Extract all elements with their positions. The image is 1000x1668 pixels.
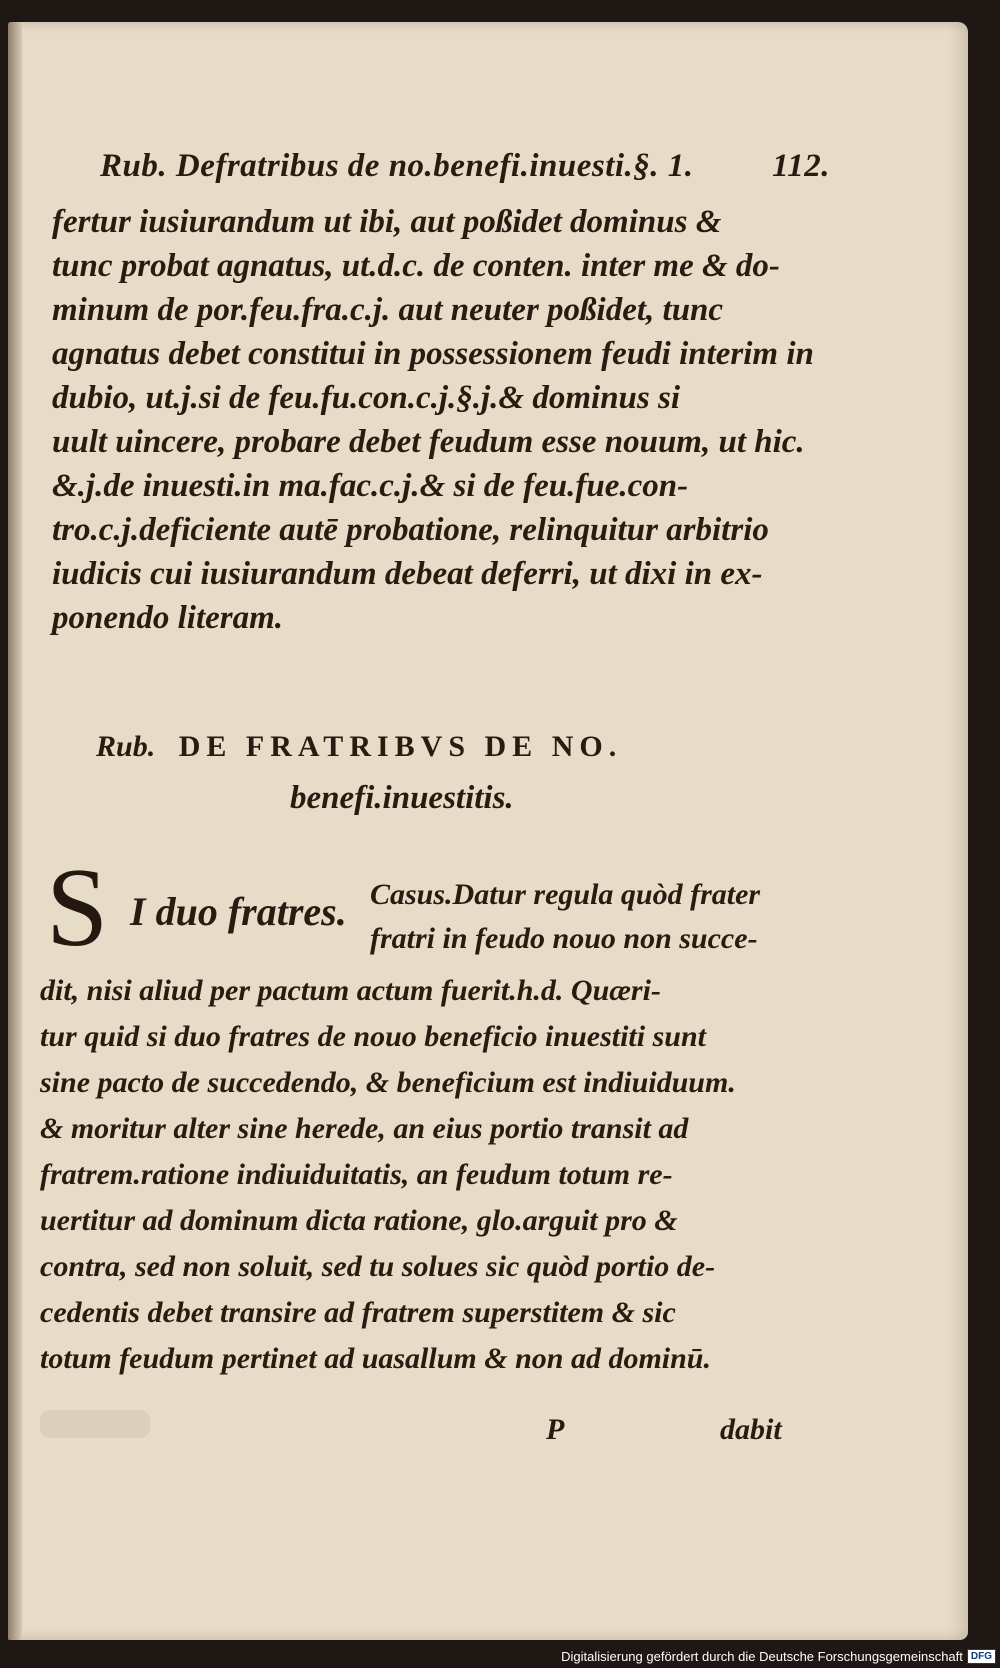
gloss-line: uertitur ad dominum dicta ratione, glo.arguit pro &: [40, 1204, 678, 1237]
running-header: [100, 148, 830, 185]
gloss-line: totum feudum pertinet ad uasallum & non ad dominū.: [40, 1342, 711, 1375]
body-line: uult uincere, probare debet feudum esse nouum, ut hic.: [52, 424, 805, 460]
drop-initial: S: [46, 846, 109, 970]
dfg-logo-icon: DFG: [967, 1649, 996, 1664]
gloss-line: fratrem.ratione indiuiduitatis, an feudum totum re-: [40, 1158, 673, 1191]
running-title: Rub. Defratribus de no.benefi.inuesti.§. 1.: [100, 148, 694, 184]
body-line: iudicis cui iusiurandum debeat deferri, ut dixi in ex-: [52, 556, 763, 592]
body-line: &.j.de inuesti.in ma.fac.c.j.& si de feu.fue.con-: [52, 468, 689, 504]
rubric-heading: [96, 730, 856, 764]
gloss-line: contra, sed non soluit, sed tu solues sic quòd portio de-: [40, 1250, 716, 1283]
gloss-line: tur quid si duo fratres de nouo beneficio inuestiti sunt: [40, 1020, 706, 1053]
body-line: ponendo literam.: [52, 600, 284, 636]
footer-credit: Digitalisierung gefördert durch die Deutsche Forschungsgemeinschaft: [561, 1648, 963, 1664]
signature-mark: P: [546, 1413, 565, 1446]
body-line: tunc probat agnatus, ut.d.c. de conten. inter me & do-: [52, 248, 780, 284]
body-line: minum de por.feu.fra.c.j. aut neuter poßidet, tunc: [52, 292, 724, 328]
page-number: 112.: [772, 148, 830, 184]
catchword: dabit: [720, 1413, 782, 1446]
page-gutter: [8, 22, 22, 1640]
lemma: I duo fratres.: [130, 889, 347, 934]
rubric-label: Rub.: [96, 730, 156, 763]
digitization-footer: [561, 1646, 996, 1666]
casus-line: Casus.Datur regula quòd frater: [370, 878, 761, 911]
casus-block: [370, 878, 820, 956]
body-line: fertur iusiurandum ut ibi, aut poßidet dominus &: [52, 204, 722, 240]
body-line: agnatus debet constitui in possessionem feudi interim in: [52, 336, 814, 372]
body-line: tro.c.j.deficiente autē probatione, relinquitur arbitrio: [52, 512, 769, 548]
gloss-line: cedentis debet transire ad fratrem superstitem & sic: [40, 1296, 676, 1329]
rubric-subtitle: benefi.inuestitis.: [290, 780, 514, 816]
casus-line: fratri in feudo nouo non succe-: [370, 922, 758, 955]
body-line: dubio, ut.j.si de feu.fu.con.c.j.§.j.& dominus si: [52, 380, 680, 416]
gloss-line: sine pacto de succedendo, & beneficium est indiuiduum.: [40, 1066, 736, 1099]
rubric-title: DE FRATRIBVS DE NO.: [178, 730, 623, 763]
gloss-line: & moritur alter sine herede, an eius portio transit ad: [40, 1112, 689, 1145]
ink-smudge: [40, 1410, 150, 1438]
gloss-line: dit, nisi aliud per pactum actum fuerit.h.d. Quæri-: [40, 974, 661, 1007]
